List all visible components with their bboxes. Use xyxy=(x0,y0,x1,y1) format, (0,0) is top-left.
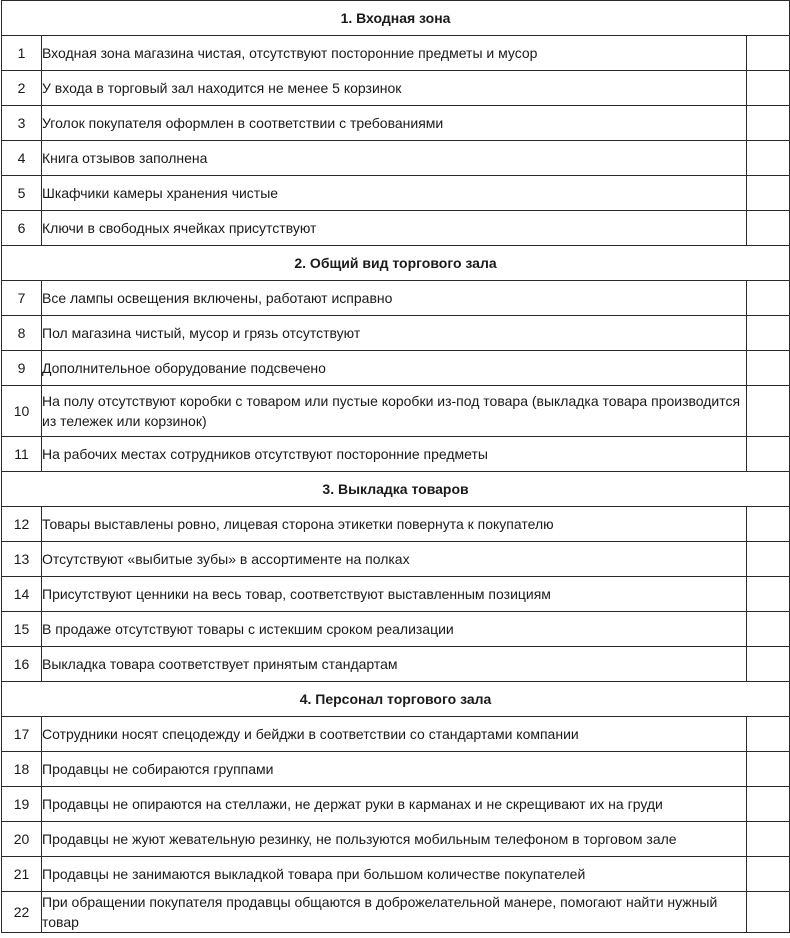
table-row xyxy=(2,752,790,787)
item-text: Продавцы не опираются на стеллажи, не держат руки в карманах и не скрещивают их на груди xyxy=(42,787,747,822)
check-cell[interactable] xyxy=(747,857,790,892)
table-row xyxy=(2,36,790,71)
check-cell[interactable] xyxy=(747,787,790,822)
table-row xyxy=(2,647,790,682)
table-row xyxy=(2,577,790,612)
table-row xyxy=(2,316,790,351)
item-text: Книга отзывов заполнена xyxy=(42,141,747,176)
item-text: Все лампы освещения включены, работают исправно xyxy=(42,281,747,316)
section-header xyxy=(2,682,790,717)
item-number: 8 xyxy=(2,316,42,351)
item-number: 17 xyxy=(2,717,42,752)
table-row xyxy=(2,386,790,437)
item-number: 12 xyxy=(2,507,42,542)
item-number: 4 xyxy=(2,141,42,176)
table-row xyxy=(2,281,790,316)
item-text: Отсутствуют «выбитые зубы» в ассортименте на полках xyxy=(42,542,747,577)
table-row xyxy=(2,437,790,472)
item-number: 11 xyxy=(2,437,42,472)
check-cell[interactable] xyxy=(747,176,790,211)
item-number: 14 xyxy=(2,577,42,612)
check-cell[interactable] xyxy=(747,141,790,176)
table-row xyxy=(2,176,790,211)
table-row xyxy=(2,542,790,577)
section-title: 4. Персонал торгового зала xyxy=(2,682,790,717)
item-text: Присутствуют ценники на весь товар, соответствуют выставленным позициям xyxy=(42,577,747,612)
check-cell[interactable] xyxy=(747,752,790,787)
check-cell[interactable] xyxy=(747,717,790,752)
checklist-table xyxy=(1,0,790,933)
check-cell[interactable] xyxy=(747,612,790,647)
table-row xyxy=(2,857,790,892)
table-row xyxy=(2,141,790,176)
table-row xyxy=(2,106,790,141)
table-row xyxy=(2,211,790,246)
item-number: 9 xyxy=(2,351,42,386)
check-cell[interactable] xyxy=(747,316,790,351)
table-row xyxy=(2,822,790,857)
table-row xyxy=(2,892,790,933)
check-cell[interactable] xyxy=(747,71,790,106)
check-cell[interactable] xyxy=(747,36,790,71)
table-row xyxy=(2,351,790,386)
check-cell[interactable] xyxy=(747,892,790,933)
item-text: Дополнительное оборудование подсвечено xyxy=(42,351,747,386)
item-text: Продавцы не жуют жевательную резинку, не пользуются мобильным телефоном в торговом зале xyxy=(42,822,747,857)
item-number: 21 xyxy=(2,857,42,892)
table-row xyxy=(2,787,790,822)
item-number: 5 xyxy=(2,176,42,211)
section-title: 2. Общий вид торгового зала xyxy=(2,246,790,281)
item-number: 6 xyxy=(2,211,42,246)
item-number: 1 xyxy=(2,36,42,71)
check-cell[interactable] xyxy=(747,577,790,612)
item-text: При обращении покупателя продавцы общаются в доброжелательной манере, помогают найти нужный товар xyxy=(42,892,747,933)
section-title: 1. Входная зона xyxy=(2,1,790,36)
item-text: Ключи в свободных ячейках присутствуют xyxy=(42,211,747,246)
item-number: 22 xyxy=(2,892,42,933)
item-text: На рабочих местах сотрудников отсутствуют посторонние предметы xyxy=(42,437,747,472)
item-number: 2 xyxy=(2,71,42,106)
table-row xyxy=(2,612,790,647)
section-header xyxy=(2,246,790,281)
check-cell[interactable] xyxy=(747,542,790,577)
item-number: 16 xyxy=(2,647,42,682)
check-cell[interactable] xyxy=(747,507,790,542)
section-title: 3. Выкладка товаров xyxy=(2,472,790,507)
check-cell[interactable] xyxy=(747,647,790,682)
item-text: На полу отсутствуют коробки с товаром или пустые коробки из-под товара (выкладка товара производится из тележек или корзинок) xyxy=(42,386,747,437)
item-text: Выкладка товара соответствует принятым стандартам xyxy=(42,647,747,682)
check-cell[interactable] xyxy=(747,211,790,246)
item-number: 18 xyxy=(2,752,42,787)
section-header xyxy=(2,1,790,36)
item-text: Входная зона магазина чистая, отсутствуют посторонние предметы и мусор xyxy=(42,36,747,71)
item-text: Сотрудники носят спецодежду и бейджи в соответствии со стандартами компании xyxy=(42,717,747,752)
item-number: 15 xyxy=(2,612,42,647)
table-row xyxy=(2,71,790,106)
item-text: Шкафчики камеры хранения чистые xyxy=(42,176,747,211)
table-row xyxy=(2,717,790,752)
item-text: Продавцы не собираются группами xyxy=(42,752,747,787)
item-text: Товары выставлены ровно, лицевая сторона этикетки повернута к покупателю xyxy=(42,507,747,542)
item-text: Продавцы не занимаются выкладкой товара при большом количестве покупателей xyxy=(42,857,747,892)
check-cell[interactable] xyxy=(747,437,790,472)
item-number: 13 xyxy=(2,542,42,577)
item-text: Пол магазина чистый, мусор и грязь отсутствуют xyxy=(42,316,747,351)
item-number: 20 xyxy=(2,822,42,857)
check-cell[interactable] xyxy=(747,386,790,437)
item-number: 7 xyxy=(2,281,42,316)
item-text: У входа в торговый зал находится не менее 5 корзинок xyxy=(42,71,747,106)
check-cell[interactable] xyxy=(747,822,790,857)
item-number: 3 xyxy=(2,106,42,141)
item-text: В продаже отсутствуют товары с истекшим сроком реализации xyxy=(42,612,747,647)
check-cell[interactable] xyxy=(747,351,790,386)
check-cell[interactable] xyxy=(747,281,790,316)
check-cell[interactable] xyxy=(747,106,790,141)
section-header xyxy=(2,472,790,507)
item-number: 19 xyxy=(2,787,42,822)
item-text: Уголок покупателя оформлен в соответствии с требованиями xyxy=(42,106,747,141)
item-number: 10 xyxy=(2,386,42,437)
table-row xyxy=(2,507,790,542)
